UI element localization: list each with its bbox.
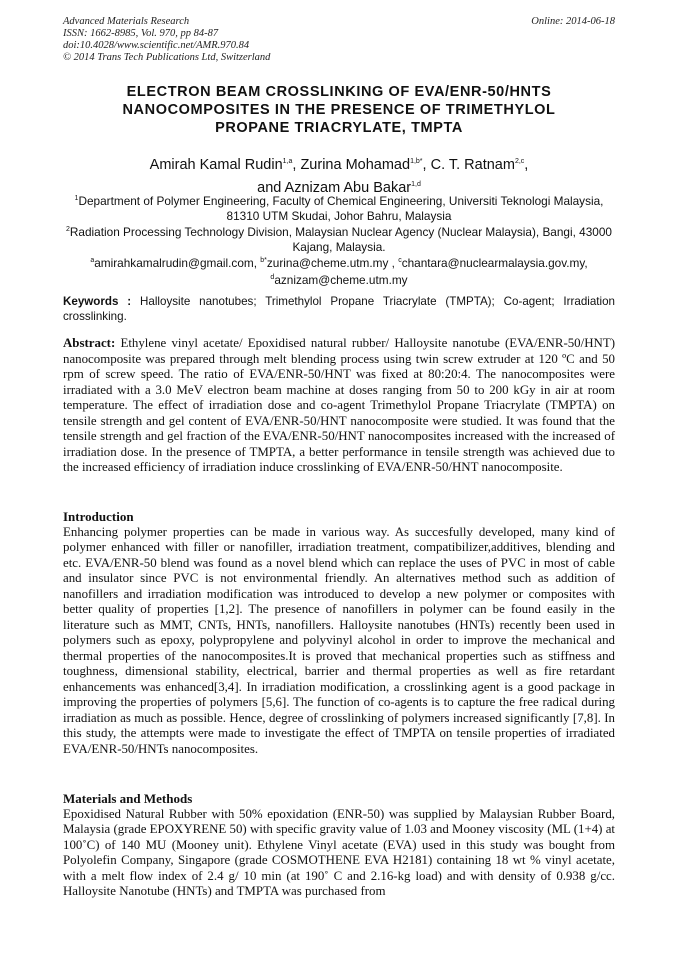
affiliation-2-num: 2 bbox=[66, 226, 70, 233]
author-2: Zurina Mohamad bbox=[300, 157, 411, 173]
email-list bbox=[63, 254, 615, 271]
author-1: Amirah Kamal Rudin bbox=[149, 157, 283, 173]
email-a-sup: a bbox=[90, 257, 95, 264]
introduction-heading: Introduction bbox=[63, 509, 134, 524]
author-2-sup: 1,b* bbox=[410, 158, 423, 165]
methods-section bbox=[63, 791, 615, 900]
introduction-text: Enhancing polymer properties can be made in various way. As succesfully developed, many kind of polymer enhanced with filler or nanofiller, irradiation treatment, compatibilizer,additives, blending and etc. EVA/ENR-50 blend was found as a novel blend which can replace the uses of PVC in most of cable and insulator since PVC is not environmental friendly. An alternatives method such as addition of nanofillers and irradiation modification was introduced to develop a new polymer or composites with better quality of properties [1,2]. The presence of nanofillers in polymer can be found easily in the literature such as MMT, CNTs, HNTs, nanofillers. Halloysite nanotubes (HNTs) recently been used in polymers such as epoxy, polypropylene and polyvinyl alcohol in order to improve the mechanical and thermal properties of the nanocomposites.It is proved that mechanical properties such as stiffness and toughness, dimensional stability, electrical, barrier and thermal properties as well as fire retardant enhancements was enhanced[3,4]. In irradiation modification, a crosslinking agent is a good package in improving the properties of polymers [5,6]. The function of co-agents is to capture the free radical during irradiation as much as possible. Hence, degree of crosslinking of polymers increased significantly [7,8]. In this study, the attempts were made to investigate the effect of TMPTA on tensile properties of irradiated EVA/ENR-50/HNTs nanocomposites. bbox=[63, 524, 615, 756]
email-d-sup: d bbox=[270, 273, 275, 281]
author-3: C. T. Ratnam bbox=[430, 157, 515, 173]
abstract bbox=[63, 336, 615, 476]
affiliation-2 bbox=[63, 223, 615, 254]
keywords-label: Keywords : bbox=[63, 295, 132, 308]
email-list-2 bbox=[63, 271, 615, 288]
affiliation-2-text: Radiation Processing Technology Division, Malaysian Nuclear Agency (Nuclear Malaysia), Bangi, 43000 Kajang, Malaysia. bbox=[69, 225, 612, 254]
methods-text: Epoxidised Natural Rubber with 50% epoxidation (ENR-50) was supplied by Malaysian Rubber Board, Malaysia (grade EPOXYRENE 50) with specific gravity value of 1.03 and Mooney viscosity (ML (1+4) at 100˚C) of 140 MU (Mooney unit). Ethylene Vinyl acetate (EVA) used in this study was bought from Polyolefin Company, Singapore (grade COSMOTHENE EVA H2181) containing 18 wt % vinyl acetate, with a melt flow index of 2.4 g/ 10 min (at 190˚ C and 2.16-kg load) and with density of 0.938 g/cc. Halloysite Nanotube (HNTs) and TMPTA was purchased from bbox=[63, 806, 615, 898]
title-line-2: NANOCOMPOSITES IN THE PRESENCE OF TRIMETHYLOL bbox=[122, 102, 556, 118]
affiliations bbox=[63, 192, 615, 287]
email-a[interactable]: amirahkamalrudin@gmail.com, bbox=[94, 256, 261, 270]
keywords bbox=[63, 294, 615, 324]
affiliation-1-text: Department of Polymer Engineering, Faculty of Chemical Engineering, Universiti Teknologi Malaysia, 81310 UTM Skudai, Johor Bahru, Malaysia bbox=[78, 194, 604, 223]
abstract-text: Ethylene vinyl acetate/ Epoxidised natural rubber/ Halloysite nanotube (EVA/ENR-50/HNT) nanocomposite was prepared through melt blending process using twin screw extruder at 120 ºC and 50 rpm of screw speed. The ratio of EVA/ENR-50/HNT was fixed at 80:20:4. The nanocomposites were irradiated with a 3.0 MeV electron beam machine at doses ranging from 50 to 200 kGy in air at room temperature. The effect of irradiation dose and co-agent Trimethylol Propane Triacrylate (TMPTA) on tensile strength and gel content of EVA/ENR-50/HNT nanocomposite were studied. It was found that the tensile strength and gel fraction of the EVA/ENR-50/HNT nanocomposites increased with the increased of irradiation dose. In the presence of TMPTA, a better performance in tensile strength was achieved due to the increased efficiency of irradiation induce crosslinking of EVA/ENR-50/HNT nanocomposite. bbox=[63, 336, 615, 474]
online-date: Online: 2014-06-18 bbox=[531, 16, 615, 27]
author-1-sup: 1,a bbox=[282, 158, 293, 165]
journal-name: Advanced Materials Research bbox=[63, 16, 190, 27]
author-3-sup: 2,c bbox=[514, 158, 525, 165]
author-4: and Aznizam Abu Bakar bbox=[257, 180, 412, 196]
doi-line[interactable]: doi:10.4028/www.scientific.net/AMR.970.84 bbox=[63, 40, 250, 51]
keywords-text: Halloysite nanotubes; Trimethylol Propane Triacrylate (TMPTA); Co-agent; Irradiation crosslinking. bbox=[63, 295, 615, 323]
author-4-sup: 1,d bbox=[411, 181, 421, 188]
email-d[interactable]: aznizam@cheme.utm.my bbox=[274, 272, 408, 287]
journal-header bbox=[63, 16, 615, 64]
title-line-3: PROPANE TRIACRYLATE, TMPTA bbox=[215, 120, 463, 136]
affiliation-1-num: 1 bbox=[74, 195, 79, 202]
email-c[interactable]: chantara@nuclearmalaysia.gov.my, bbox=[401, 256, 588, 270]
author-list: Amirah Kamal Rudin$^{1,a}$, Zurina Mohamad$^{1,b*}$, C. T. Ratnam$^{2,c}$, and Aznizam Abu Bakar$^{1,d}$ bbox=[149, 157, 529, 196]
email-b-sup: b* bbox=[260, 257, 267, 264]
issn-line: ISSN: 1662-8985, Vol. 970, pp 84-87 bbox=[63, 28, 219, 39]
paper-title bbox=[63, 83, 615, 137]
email-c-sup: c bbox=[398, 257, 402, 264]
email-b[interactable]: zurina@cheme.utm.my , bbox=[266, 256, 399, 270]
copyright-line: © 2014 Trans Tech Publications Ltd, Switzerland bbox=[63, 52, 271, 63]
title-line-1: ELECTRON BEAM CROSSLINKING OF EVA/ENR-50/HNTS bbox=[126, 84, 552, 100]
introduction-section bbox=[63, 509, 615, 757]
affiliation-1 bbox=[63, 192, 615, 223]
methods-heading: Materials and Methods bbox=[63, 791, 193, 806]
abstract-label: Abstract: bbox=[63, 336, 116, 350]
